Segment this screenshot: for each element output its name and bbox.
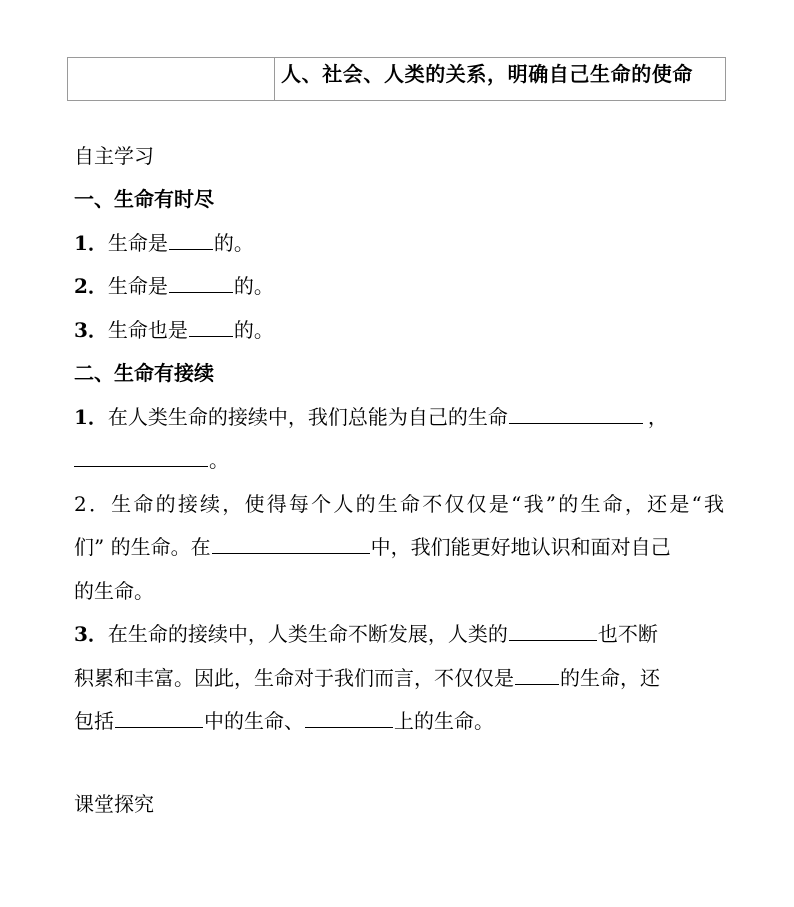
item-text: 中，我们能更好地认识和面对自己 xyxy=(370,535,671,559)
section-2-item-3-line-1 xyxy=(74,613,724,657)
item-text: 的。 xyxy=(233,274,274,298)
item-text: 在生命的接续中，人类生命不断发展，人类的 xyxy=(107,622,508,646)
fill-blank[interactable] xyxy=(515,664,559,685)
section-2-item-2-line-1 xyxy=(74,483,724,527)
fill-blank[interactable] xyxy=(509,403,643,424)
objectives-table xyxy=(67,57,726,101)
item-text: 的。 xyxy=(233,317,274,342)
fill-blank[interactable] xyxy=(212,533,370,554)
item-number: 3． xyxy=(74,317,108,342)
table-cell-right: 人、社会、人类的关系，明确自己生命的使命 xyxy=(281,62,693,86)
item-number: 1． xyxy=(74,404,108,429)
fill-blank[interactable] xyxy=(509,620,597,641)
item-text: 上的生命。 xyxy=(394,709,494,733)
fill-blank[interactable] xyxy=(305,707,393,728)
fill-blank[interactable] xyxy=(74,446,208,467)
item-text: 生命是 xyxy=(107,230,168,255)
item-text: 生命也是 xyxy=(107,317,188,342)
item-text: 们” 的生命。在 xyxy=(74,535,211,559)
item-number: 1． xyxy=(74,230,108,255)
item-text: 包括 xyxy=(74,709,114,733)
item-text: 的。 xyxy=(213,230,254,255)
section-2-item-2-line-2 xyxy=(74,526,724,570)
section-2-item-1-line-1 xyxy=(74,396,724,440)
fill-blank[interactable] xyxy=(169,229,213,250)
section-1-item-3 xyxy=(74,309,724,353)
item-text: 在人类生命的接续中，我们总能为自己的生命 xyxy=(107,404,508,429)
section-1-item-2 xyxy=(74,265,724,309)
item-number: 2． xyxy=(74,274,108,298)
self-study-heading: 自主学习 xyxy=(74,144,154,168)
item-text: 的生命，还 xyxy=(560,665,660,690)
section-1-item-1 xyxy=(74,222,724,266)
section-1 xyxy=(74,178,724,744)
fill-blank[interactable] xyxy=(115,707,203,728)
item-text: 也不断 xyxy=(597,622,658,646)
item-number: 3． xyxy=(74,622,108,646)
fill-blank[interactable] xyxy=(169,272,233,293)
item-text: 的生命。 xyxy=(74,578,154,603)
item-text: 生命是 xyxy=(107,274,168,298)
section-2-item-3-line-3 xyxy=(74,700,724,744)
section-1-title: 一、生命有时尽 xyxy=(74,187,214,211)
item-text: 中的生命、 xyxy=(204,709,304,733)
table-cell-left xyxy=(68,58,275,100)
section-2-item-1-line-2 xyxy=(74,439,724,483)
item-text: 积累和丰富。因此，生命对于我们而言，不仅仅是 xyxy=(74,665,514,690)
item-text: 2．生命的接续，使得每个人的生命不仅仅是“我”的生命，还是“我 xyxy=(74,491,724,516)
item-text: 。 xyxy=(209,448,229,472)
item-text: ， xyxy=(647,404,668,429)
fill-blank[interactable] xyxy=(189,316,233,337)
section-2-item-2-line-3 xyxy=(74,570,724,614)
section-2-title: 二、生命有接续 xyxy=(74,361,214,385)
section-2-item-3-line-2 xyxy=(74,657,724,701)
classroom-inquiry-heading: 课堂探究 xyxy=(74,792,154,816)
